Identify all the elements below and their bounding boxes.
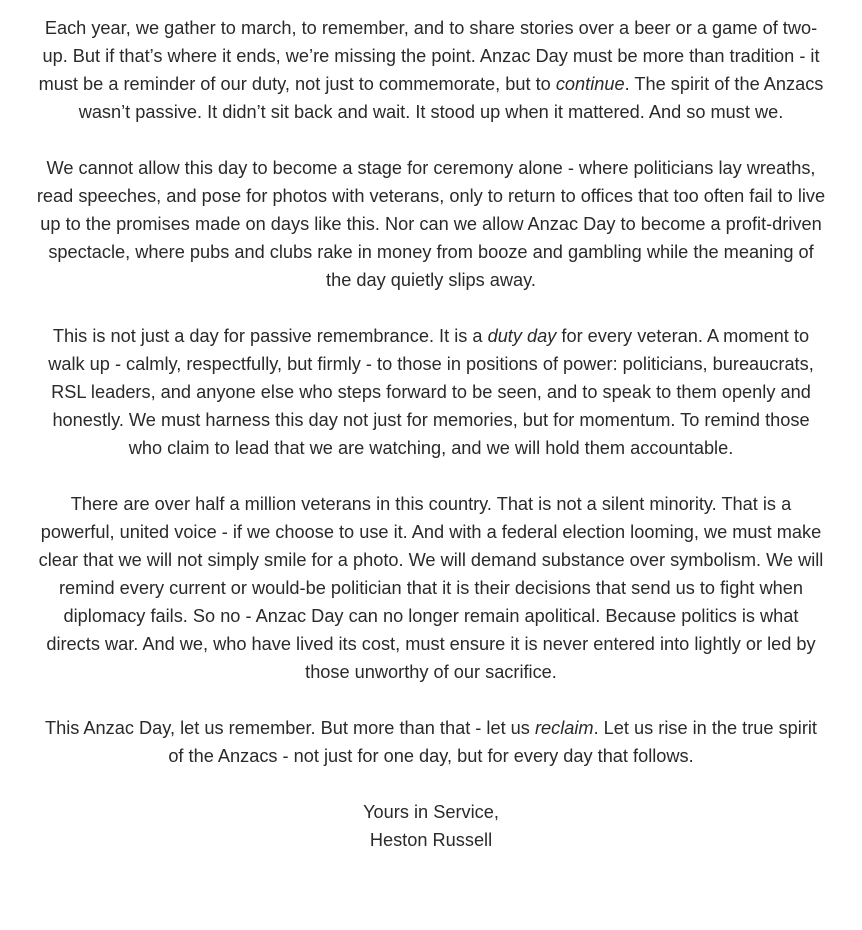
paragraph-5-text-a: This Anzac Day, let us remember. But more than that - let us: [45, 718, 535, 738]
paragraph-4: There are over half a million veterans in this country. That is not a silent minority. That is a powerful, united voice - if we choose to use it. And with a federal election looming, we must make clear that we will not simply smile for a photo. We will demand substance over symbolism. We will remind every current or would-be politician that it is their decisions that send us to fight when diplomacy fails. So no - Anzac Day can no longer remain apolitical. Because politics is what directs war. And we, who have lived its cost, must ensure it is never entered into lightly or led by those unworthy of our sacrifice.: [38, 494, 824, 682]
paragraph-1-emphasis: continue: [555, 74, 625, 94]
signature-name: Heston Russell: [369, 830, 493, 850]
paragraph-3-text-a: This is not just a day for passive remembrance. It is a: [52, 326, 488, 346]
paragraph-2: We cannot allow this day to become a stage for ceremony alone - where politicians lay wreaths, read speeches, and pose for photos with veterans, only to return to offices that too often fail to live up to the promises made on days like this. Nor can we allow Anzac Day to become a profit-driven spectacle, where pubs and clubs rake in money from booze and gambling while the meaning of the day quietly slips away.: [36, 158, 826, 290]
paragraph-1: [36, 14, 826, 126]
paragraph-3: [36, 322, 826, 462]
paragraph-3-text-b: for every veteran. A moment to walk up - calmly, respectfully, but firmly - to those in positions of power: politicians, bureaucrats, RSL leaders, and anyone else who steps forward to be seen, and to speak to them openly and honestly. We must harness this day not just for memories, but for momentum. To remind those who claim to lead that we are watching, and we will hold them accountable.: [48, 326, 814, 458]
paragraph-3-emphasis: duty day: [487, 326, 557, 346]
paragraph-5-text-b: . Let us rise in the true spirit of the Anzacs - not just for one day, but for every day that follows.: [168, 718, 817, 766]
paragraph-5-emphasis: reclaim: [534, 718, 594, 738]
closing-line: Yours in Service,: [363, 802, 499, 822]
paragraph-1-text-b: . The spirit of the Anzacs wasn’t passive. It didn’t sit back and wait. It stood up when it mattered. And so must we.: [78, 74, 824, 122]
paragraph-5: [36, 714, 826, 770]
paragraph-1-text-a: Each year, we gather to march, to remember, and to share stories over a beer or a game of two-up. But if that’s where it ends, we’re missing the point. Anzac Day must be more than tradition - it must be a reminder of our duty, not just to commemorate, but to: [38, 18, 820, 94]
